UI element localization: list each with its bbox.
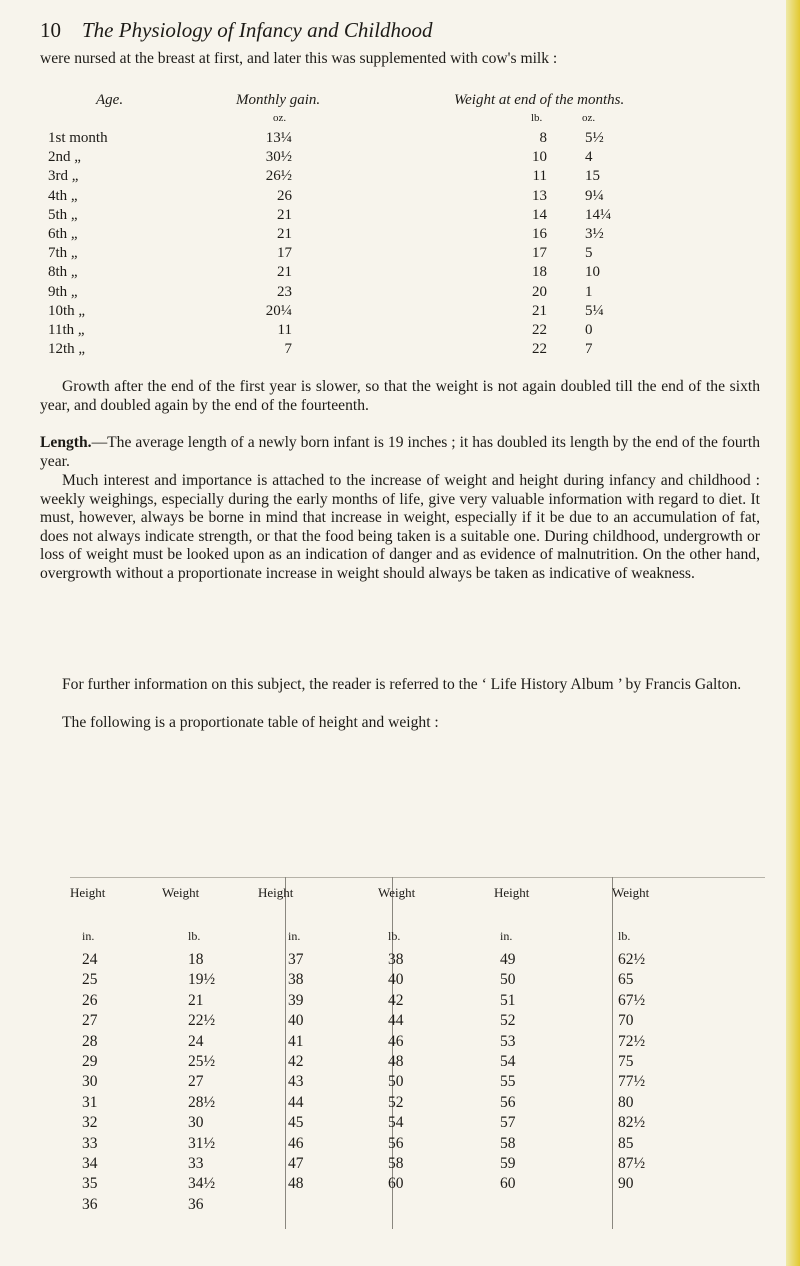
table-cell: 19½ (188, 971, 216, 989)
table-unit: in. (288, 929, 301, 943)
following-paragraph: The following is a proportionate table of height and weight : (62, 714, 439, 731)
growth-row-gain: 7 (284, 341, 292, 358)
growth-header-monthly-gain: Monthly gain. (236, 92, 321, 108)
table-cell: 52 (500, 1012, 516, 1030)
table-cell: 25½ (188, 1053, 216, 1070)
table-cell: 58 (500, 1134, 516, 1152)
growth-row-oz: 5¼ (585, 302, 604, 319)
table-cell: 38 (288, 971, 304, 989)
table-cell: 47 (288, 1155, 304, 1172)
table-cell: 30 (188, 1114, 204, 1132)
growth-row-gain: 11 (277, 322, 292, 338)
growth-row-gain: 23 (277, 283, 292, 300)
growth-row-oz: 9¼ (585, 187, 604, 204)
growth-row-lb: 22 (532, 322, 547, 338)
growth-row-oz: 0 (585, 322, 593, 338)
growth-row-lb: 20 (532, 283, 547, 300)
growth-unit-gain: oz. (273, 112, 287, 124)
growth-unit-oz: oz. (582, 112, 596, 124)
table-cell: 58 (388, 1155, 404, 1172)
growth-row-oz: 3½ (585, 226, 604, 242)
table-cell: 32 (82, 1114, 98, 1132)
table-unit: lb. (388, 929, 401, 943)
table-cell: 52 (388, 1093, 404, 1111)
growth-row-gain: 26½ (265, 168, 292, 185)
table-cell: 50 (500, 971, 516, 989)
growth-row-oz: 10 (585, 264, 600, 281)
growth-row-gain: 20¼ (265, 302, 292, 319)
growth-row-age: 11th „ (48, 322, 85, 338)
table-cell: 33 (188, 1155, 204, 1172)
table-cell: 34½ (188, 1175, 216, 1193)
length-heading: Length. (40, 434, 92, 451)
running-title: The Physiology of Infancy and Childhood (82, 18, 433, 42)
growth-row-lb: 21 (532, 302, 547, 319)
table-cell: 59 (500, 1155, 516, 1172)
table-cell: 80 (618, 1093, 634, 1111)
table-cell: 57 (500, 1114, 516, 1132)
growth-row-age: 4th „ (48, 187, 78, 204)
table-unit: lb. (188, 929, 201, 943)
table-cell: 53 (500, 1032, 516, 1050)
growth-row-oz: 1 (585, 283, 593, 300)
table-cell: 27 (188, 1073, 204, 1091)
table-cell: 48 (388, 1053, 404, 1070)
growth-row-lb: 18 (532, 264, 547, 281)
table-cell: 31½ (188, 1134, 216, 1152)
table-cell: 27 (82, 1012, 98, 1030)
length-paragraph (40, 434, 760, 471)
growth-row-lb: 13 (532, 187, 547, 204)
table-cell: 26 (82, 991, 98, 1009)
table-cell: 28 (82, 1032, 98, 1050)
table-header: Height (70, 885, 106, 900)
length-body: —The average length of a newly born infant is 19 inches ; it has doubled its length by the end of the fourth year. (40, 434, 760, 470)
table-column-rule (285, 877, 286, 1229)
table-header: Weight (612, 885, 650, 900)
table-cell: 62½ (618, 951, 646, 968)
intro-text: were nursed at the breast at first, and later this was supplemented with cow's milk : (40, 50, 558, 67)
table-cell: 90 (618, 1175, 634, 1193)
table-cell: 72½ (618, 1032, 646, 1050)
table-unit: in. (500, 929, 513, 943)
table-cell: 40 (388, 971, 404, 989)
growth-header-age: Age. (96, 92, 124, 108)
table-cell: 55 (500, 1073, 516, 1091)
table-cell: 65 (618, 971, 634, 989)
further-paragraph: For further information on this subject, the reader is referred to the ‘ Life History Album ’ by Francis Galton. (62, 676, 742, 693)
table-cell: 24 (188, 1032, 204, 1050)
growth-row-gain: 17 (277, 245, 292, 262)
table-cell: 51 (500, 991, 516, 1009)
table-cell: 34 (82, 1155, 98, 1172)
table-cell: 45 (288, 1114, 304, 1132)
growth-row-lb: 17 (532, 245, 547, 262)
growth-header-weight-end: Weight at end of the months. (454, 92, 625, 108)
growth-row-lb: 16 (532, 226, 547, 242)
growth-row-age: 3rd „ (48, 168, 79, 185)
table-cell: 49 (500, 951, 516, 968)
table-cell: 39 (288, 991, 304, 1009)
table-cell: 35 (82, 1175, 98, 1193)
table-cell: 42 (388, 991, 404, 1009)
growth-row-gain: 26 (277, 187, 292, 204)
table-cell: 46 (388, 1032, 404, 1050)
growth-row-age: 2nd „ (48, 149, 81, 166)
growth-row-oz: 5 (585, 245, 593, 262)
table-cell: 60 (500, 1175, 516, 1193)
table-cell: 54 (388, 1114, 404, 1132)
growth-row-oz: 7 (585, 341, 593, 358)
table-cell: 30 (82, 1073, 98, 1091)
growth-row-age: 12th „ (48, 341, 86, 358)
table-cell: 18 (188, 951, 204, 968)
table-cell: 77½ (618, 1073, 646, 1091)
table-header: Height (494, 885, 530, 900)
table-cell: 21 (188, 991, 204, 1009)
table-cell: 56 (500, 1093, 516, 1111)
growth-row-gain: 21 (277, 264, 292, 281)
table-cell: 24 (82, 951, 98, 968)
table-unit: lb. (618, 929, 631, 943)
table-cell: 40 (288, 1012, 304, 1030)
table-top-rule (70, 877, 765, 878)
growth-row-oz: 5½ (585, 130, 604, 146)
table-cell: 31 (82, 1093, 98, 1111)
growth-row-age: 6th „ (48, 226, 78, 242)
growth-row-age: 5th „ (48, 206, 78, 223)
page-edge-stain (786, 0, 800, 1266)
table-cell: 50 (388, 1073, 404, 1091)
growth-row-oz: 14¼ (585, 206, 612, 223)
table-cell: 87½ (618, 1155, 646, 1172)
growth-row-gain: 21 (277, 226, 292, 242)
table-cell: 41 (288, 1032, 304, 1050)
table-cell: 60 (388, 1175, 404, 1193)
table-cell: 44 (288, 1093, 304, 1111)
growth-row-gain: 30½ (265, 149, 292, 166)
growth-unit-lb: lb. (531, 112, 543, 124)
table-cell: 36 (188, 1195, 204, 1213)
growth-row-lb: 14 (532, 206, 547, 223)
table-header: Height (258, 885, 294, 900)
interest-paragraph: Much interest and importance is attached to the increase of weight and height during infancy and childhood : weekly weighings, especially during the early months of life, give very valuable information with regard to diet. It must, however, always be borne in mind that increase in weight, especially if it be due to an accumulation of fat, does not always indicate strength, or that the food being taken is a suitable one. During childhood, undergrowth or loss of weight must be looked upon as an indication of danger and as evidence of malnutrition. On the other hand, overgrowth without a proportionate increase in weight should always be taken as indicative of weakness. (40, 472, 760, 582)
table-cell: 48 (288, 1175, 304, 1193)
table-cell: 85 (618, 1134, 634, 1152)
table-cell: 43 (288, 1073, 304, 1091)
growth-row-oz: 4 (585, 149, 593, 166)
table-cell: 25 (82, 971, 98, 989)
table-cell: 67½ (618, 991, 646, 1009)
growth-row-gain: 21 (277, 206, 292, 223)
growth-row-age: 1st month (48, 130, 108, 146)
growth-row-gain: 13¼ (265, 130, 292, 146)
table-cell: 37 (288, 951, 304, 968)
table-cell: 56 (388, 1134, 404, 1152)
growth-row-age: 7th „ (48, 245, 78, 262)
table-header: Weight (378, 885, 416, 900)
growth-row-oz: 15 (585, 168, 600, 185)
table-cell: 70 (618, 1012, 634, 1030)
page-number: 10 (40, 18, 61, 42)
table-cell: 28½ (188, 1093, 216, 1111)
growth-row-age: 8th „ (48, 264, 78, 281)
table-unit: in. (82, 929, 95, 943)
table-cell: 29 (82, 1053, 98, 1070)
table-column-rule (612, 877, 613, 1229)
growth-row-lb: 8 (539, 130, 547, 146)
growth-row-lb: 22 (532, 341, 547, 358)
growth-row-age: 9th „ (48, 283, 78, 300)
growth-row-lb: 11 (532, 168, 547, 185)
table-header: Weight (162, 885, 200, 900)
growth-row-lb: 10 (532, 149, 547, 166)
table-cell: 44 (388, 1012, 404, 1030)
table-cell: 75 (618, 1053, 634, 1070)
table-cell: 46 (288, 1134, 304, 1152)
growth-paragraph: Growth after the end of the first year is slower, so that the weight is not again doubled till the end of the sixth year, and doubled again by the end of the fourteenth. (40, 378, 760, 414)
table-cell: 36 (82, 1195, 98, 1213)
table-cell: 42 (288, 1053, 304, 1070)
growth-row-age: 10th „ (48, 302, 86, 319)
table-cell: 54 (500, 1053, 516, 1070)
table-cell: 33 (82, 1134, 98, 1152)
table-cell: 38 (388, 951, 404, 968)
table-cell: 82½ (618, 1114, 646, 1132)
table-cell: 22½ (188, 1012, 216, 1030)
height-weight-table (70, 877, 765, 1247)
